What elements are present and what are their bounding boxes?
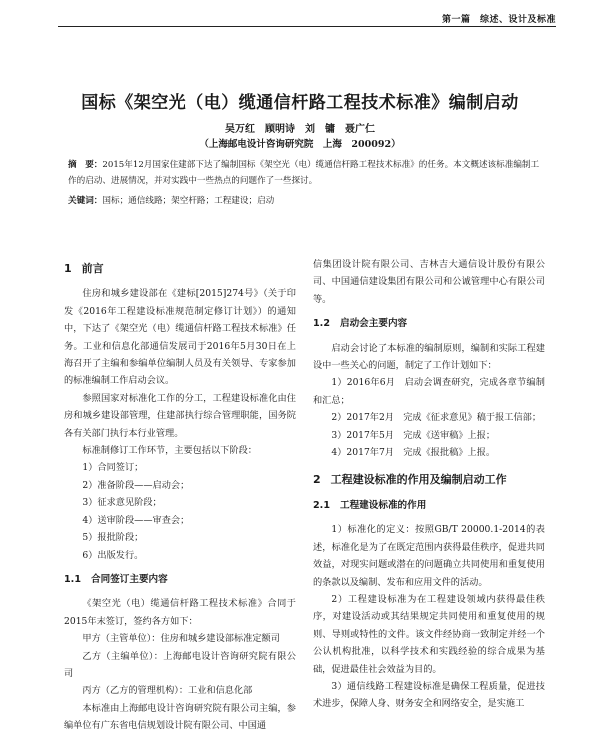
paragraph: 丙方（乙方的管理机构）：工业和信息化部	[82, 685, 253, 697]
paragraph: 信集团设计院有限公司、吉林吉大通信设计股份有限公司、中国通信建设集团有限公司和公诚管理中心有限公司等。	[313, 259, 545, 305]
affiliation: （上海邮电设计咨询研究院 上海 200092）	[199, 139, 401, 150]
paragraph: 参照国家对标准化工作的分工，工程建设标准化由住房和城乡建设部管理，住建部执行综合管理职能，国务院各有关部门执行本行业管理。	[64, 392, 296, 439]
left-column	[64, 256, 296, 735]
right-column	[313, 256, 545, 713]
paragraph: 2）工程建设标准为在工程建设领域内获得最佳秩序，对建设活动或其结果规定共同使用和重复使用的规则、导则或特性的文件。该文件经协商一致制定并经一个公认机构批准，以科学技术和实践经验的综合成果为基础，促进最佳社会效益为目的。	[313, 593, 545, 675]
paragraph: 本标准由上海邮电设计咨询研究院有限公司主编，参编单位有广东省电信规划设计院有限公司、中国通	[64, 702, 296, 732]
paragraph: 乙方（主编单位）：上海邮电设计咨询研究院有限公司	[64, 650, 296, 679]
list-item: 2）2017年2月 完成《征求意见》稿于报工信部；	[331, 412, 542, 424]
authors: 吴万红 顾明诗 刘 镛 聂广仁	[225, 124, 375, 135]
paragraph: 启动会讨论了本标准的编制原则，编制和实际工程建设中一些关心的问题，制定了工作计划如下：	[313, 342, 545, 372]
list-item: 2）准备阶段——启动会；	[82, 479, 190, 491]
section-1-1-heading: 1.1 合同签订主要内容	[64, 573, 168, 585]
section-2-1-heading: 2.1 工程建设标准的作用	[313, 499, 427, 511]
paper-title: 国标《架空光（电）缆通信杆路工程技术标准》编制启动	[81, 93, 519, 113]
section-1-heading: 1 前言	[64, 262, 104, 275]
paragraph: 标准制修订工作环节，主要包括以下阶段：	[82, 445, 257, 457]
list-item: 4）送审阶段——审查会；	[82, 514, 190, 526]
paragraph: 《架空光（电）缆通信杆路工程技术标准》合同于2015年末签订，签约各方如下：	[64, 598, 296, 627]
section-1-2-heading: 1.2 启动会主要内容	[313, 318, 408, 330]
abstract-text: 2015年12月国家住建部下达了编制国标《架空光（电）缆通信杆路工程技术标准》的任务。本文概述该标准编制工作的启动、进展情况，并对实践中一些热点的问题作了一些探讨。	[68, 160, 540, 186]
list-item: 3）征求意见阶段；	[82, 497, 162, 509]
paragraph: 甲方（主管单位）：住房和城乡建设部标准定额司	[82, 633, 280, 645]
paragraph: 3）通信线路工程建设标准是确保工程质量，促进技术进步，保障人身、财务安全和网络安全，是实施工	[313, 680, 545, 710]
abstract-label: 摘 要：	[68, 160, 103, 170]
paragraph: 1）标准化的定义：按照GB/T 20000.1-2014的表述，标准化是为了在既定范围内获得最佳秩序，促进共同效益，对现实问题或潜在的问题确立共同使用和重复使用的条款以及编制、发布和应用文件的活动。	[313, 524, 545, 588]
header-rule	[58, 26, 556, 27]
running-head: 第一篇 综述、设计及标准	[441, 15, 556, 25]
list-item: 1）合同签订；	[82, 462, 144, 474]
keywords	[68, 193, 540, 209]
list-item: 4）2017年7月 完成《报批稿》上报。	[331, 447, 496, 459]
abstract	[68, 157, 540, 189]
keywords-text: 国标；通信线路；架空杆路；工程建设；启动	[102, 196, 275, 206]
list-item: 6）出版发行。	[82, 549, 144, 561]
list-item: 3）2017年5月 完成《送审稿》上报；	[331, 429, 496, 441]
list-item: 1）2016年6月 启动会调查研究，完成各章节编制和汇总；	[313, 377, 545, 406]
list-item: 5）报批阶段；	[82, 532, 144, 544]
section-2-heading: 2 工程建设标准的作用及编制启动工作	[313, 473, 507, 487]
paragraph: 住房和城乡建设部在《建标[2015]274号》（关于印发《2016年工程建设标准规范制定修订计划》）的通知中，下达了《架空光（电）缆通信杆路工程技术标准》任务。工业和信息化部通信发展司于2016年5月30日在上海召开了主编和参编单位编制人员及有关领导、专家参加的标准编制工作启动会议。	[64, 288, 296, 387]
keywords-label: 关键词：	[68, 196, 103, 206]
